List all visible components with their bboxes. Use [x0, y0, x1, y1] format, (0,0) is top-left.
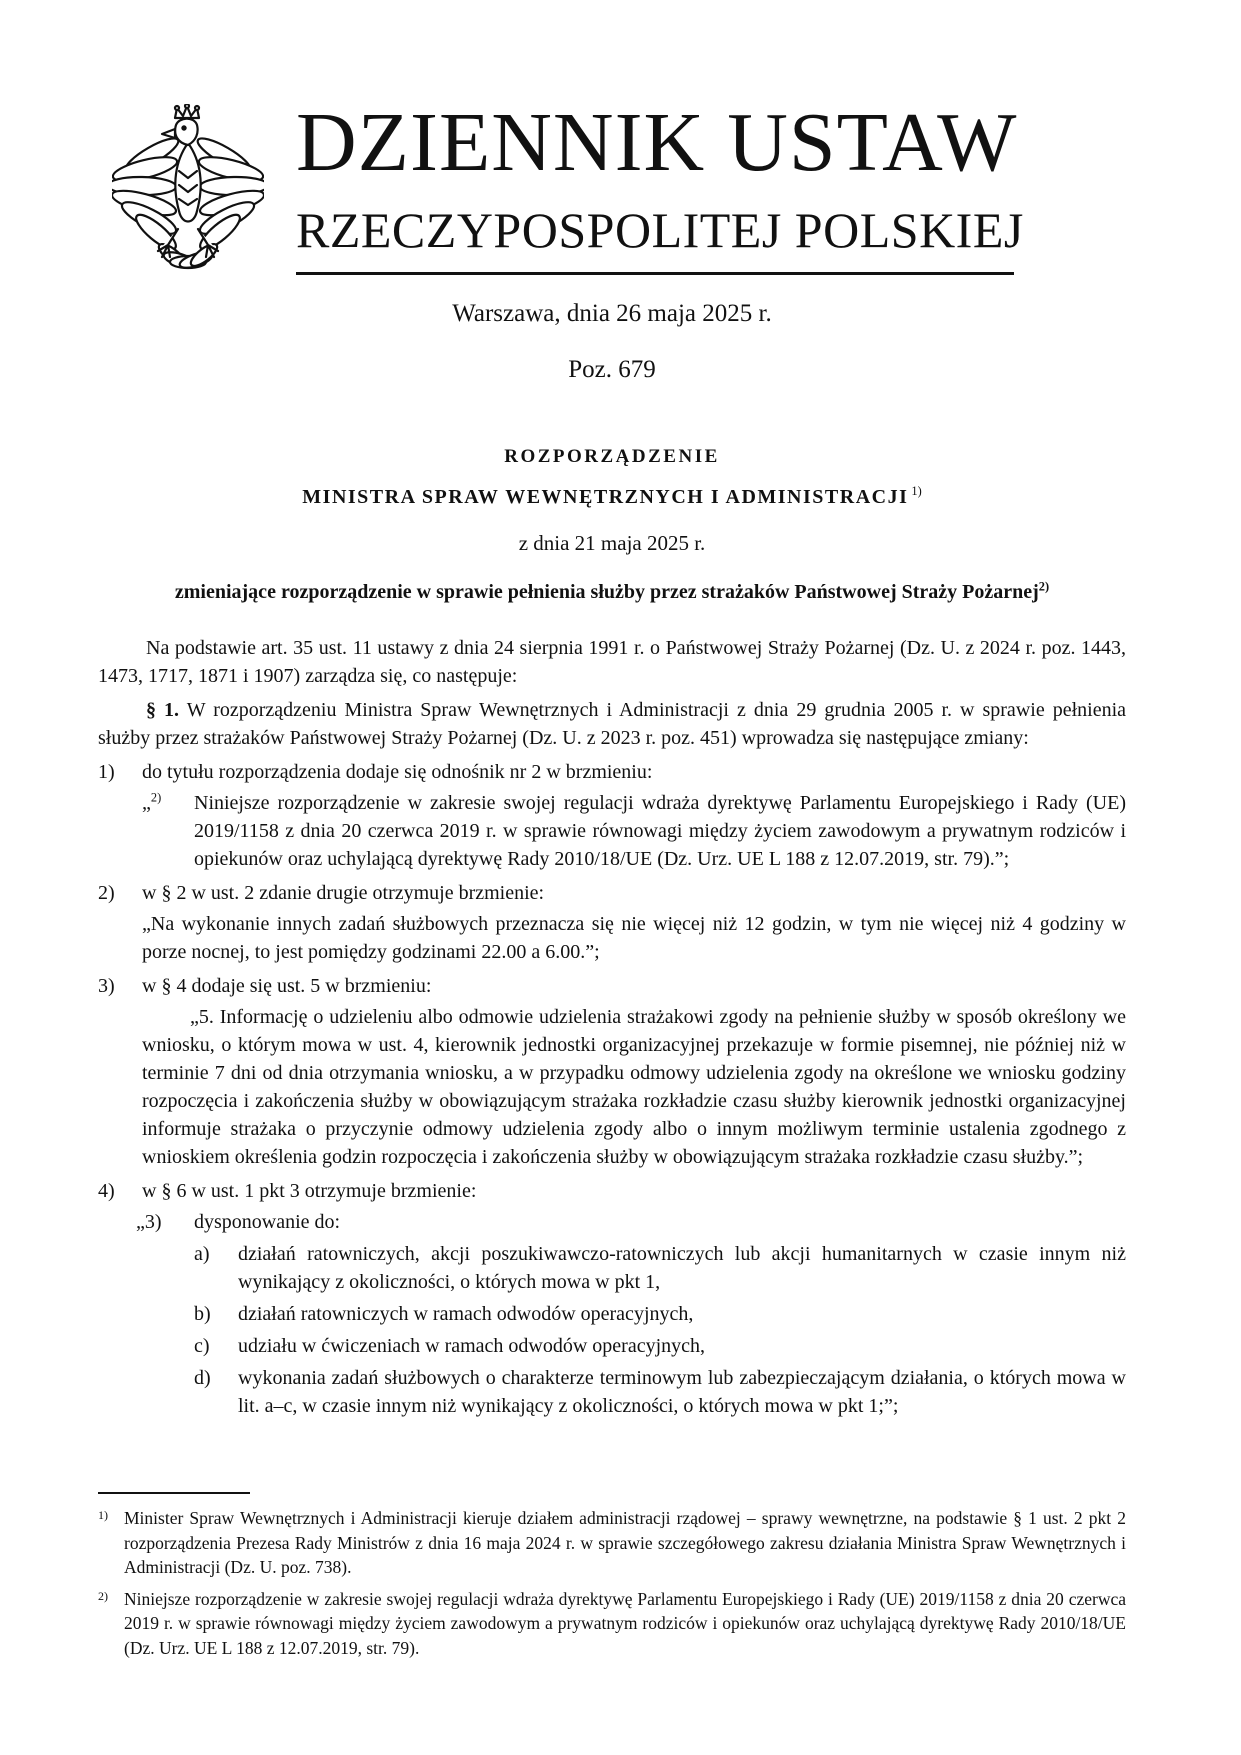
amendment-1-quote-text: Niniejsze rozporządzenie w zakresie swojej regulacji wdraża dyrektywę Parlamentu Europejskiego i Rady (UE) 2019/1158 z dnia 20 czerwca 2019 r. w sprawie równowagi między życiem zawodowym a prywatnym rodziców i opiekunów oraz uchylającą dyrektywę Rady 2010/18/UE (Dz. Urz. UE L 188 z 12.07.2019, str. 79).”;: [194, 792, 1126, 870]
section-1-paragraph: [98, 696, 1126, 752]
position-number: Poz. 679: [568, 356, 656, 383]
section-1-label: § 1.: [146, 699, 180, 721]
place-date-line: Warszawa, dnia 26 maja 2025 r.: [452, 300, 772, 327]
amendment-3-marker: 3): [98, 975, 115, 997]
amendment-1-quote: [142, 789, 1126, 873]
amendment-1-quote-ref: 2): [150, 790, 162, 805]
amendment-item-3: [98, 972, 1126, 1000]
amendment-4-marker: 4): [98, 1180, 115, 1202]
amendment-3-text: w § 4 dodaje się ust. 5 w brzmieniu:: [142, 975, 432, 997]
letter-a-marker: a): [194, 1243, 210, 1265]
act-date-line: z dnia 21 maja 2025 r.: [518, 531, 706, 555]
amendment-1-text: do tytułu rozporządzenia dodaje się odnośnik nr 2 w brzmieniu:: [142, 761, 653, 783]
journal-subtitle: RZECZYPOSPOLITEJ POLSKIEJ: [296, 202, 1024, 258]
amendment-3-quote: „5. Informację o udzieleniu albo odmowie udzielenia strażakowi zgody na pełnienie służby w sposób określony we wniosku, o którym mowa w ust. 4, kierownik jednostki organizacyjnej przekazuje w formie pisemnej, nie później niż w terminie 7 dni od dnia otrzymania wniosku, a w przypadku odmowy udzielenia zgody na określone we wniosku godziny rozpoczęcia i zakończenia służby w obowiązującym strażaka rozkładzie czasu służby kierownik jednostki organizacyjnej informuje strażaka o przyczynie odmowy udzielenia zgody albo o innym możliwym terminie ustalenia zgodnego z wnioskiem określenia godzin rozpoczęcia i zakończenia służby w obowiązującym strażaka rozkładzie czasu służby.”;: [142, 1006, 1126, 1168]
issuer-footnote-ref: 1): [911, 484, 922, 499]
masthead-rule: [296, 272, 1014, 275]
masthead: [296, 96, 1024, 275]
act-issuer-heading: [98, 484, 1126, 511]
amendment-4-subpoint: [136, 1208, 1126, 1236]
subject-text: zmieniające rozporządzenie w sprawie pełnienia służby przez strażaków Państwowej Straży Pożarnej: [174, 581, 1039, 603]
amendment-1-quote-marker: „$^{2)}$: [142, 790, 162, 814]
issuer-text: MINISTRA SPRAW WEWNĘTRZNYCH I ADMINISTRACJI: [302, 486, 909, 508]
act-subject: [98, 579, 1126, 606]
legal-basis-paragraph: Na podstawie art. 35 ust. 11 ustawy z dnia 24 sierpnia 1991 r. o Państwowej Straży Pożarnej (Dz. U. z 2024 r. poz. 1443, 1473, 1717, 1871 i 1907) zarządza się, co następuje:: [98, 637, 1126, 687]
letter-b-marker: b): [194, 1303, 211, 1325]
footnote-1-ref: 1): [98, 1508, 108, 1522]
act-kind-heading: ROZPORZĄDZENIE: [504, 446, 720, 467]
letter-c-marker: c): [194, 1335, 210, 1357]
amendment-item-1: [98, 758, 1126, 786]
footnote-2-text: Niniejsze rozporządzenie w zakresie swojej regulacji wdraża dyrektywę Parlamentu Europejskiego i Rady (UE) 2019/1158 z dnia 20 czerwca 2019 r. w sprawie równowagi między życiem zawodowym a prywatnym rodziców i opiekunów oraz uchylającą dyrektywę Rady 2010/18/UE (Dz. Urz. UE L 188 z 12.07.2019, str. 79).: [124, 1588, 1126, 1658]
footnotes-section: [98, 1492, 1126, 1660]
letter-b-text: działań ratowniczych w ramach odwodów operacyjnych,: [238, 1303, 694, 1325]
letter-a-text: działań ratowniczych, akcji poszukiwawczo-ratowniczych lub akcji humanitarnych w czasie innym niż wynikający z okoliczności, o których mowa w pkt 1,: [238, 1243, 1126, 1293]
amendment-2-quote: „Na wykonanie innych zadań służbowych przeznacza się nie więcej niż 12 godzin, w tym nie więcej niż 4 godziny w porze nocnej, to jest pomiędzy godzinami 22.00 a 6.00.”;: [142, 913, 1126, 963]
letter-item-a: [194, 1240, 1126, 1296]
footnote-2-ref: 2): [98, 1588, 108, 1603]
footnote-1-text: Minister Spraw Wewnętrznych i Administracji kieruje działem administracji rządowej – sprawy wewnętrzne, na podstawie § 1 ust. 2 pkt 2 rozporządzenia Prezesa Rady Ministrów z dnia 16 maja 2024 r. w sprawie szczegółowego zakresu działania Ministra Spraw Wewnętrznych i Administracji (Dz. U. poz. 738).: [124, 1508, 1126, 1577]
letter-item-d: [194, 1364, 1126, 1420]
amendment-2-text: w § 2 w ust. 2 zdanie drugie otrzymuje brzmienie:: [142, 882, 545, 904]
footnote-1: [98, 1506, 1126, 1580]
footnote-2: [98, 1587, 1126, 1661]
amendment-item-2: [98, 879, 1126, 907]
letter-d-text: wykonania zadań służbowych o charakterze terminowym lub zabezpieczającym działania, o których mowa w lit. a–c, w czasie innym niż wynikający z okoliczności, o których mowa w pkt 1;”;: [238, 1367, 1126, 1417]
white-eagle-icon: [112, 104, 264, 278]
letter-c-text: udziału w ćwiczeniach w ramach odwodów operacyjnych,: [238, 1335, 706, 1357]
letter-item-b: [194, 1300, 1126, 1328]
letter-d-marker: d): [194, 1367, 211, 1389]
section-1-text: W rozporządzeniu Ministra Spraw Wewnętrznych i Administracji z dnia 29 grudnia 2005 r. w sprawie pełnienia służby przez strażaków Państwowej Straży Pożarnej (Dz. U. z 2023 r. poz. 451) wprowadza się następujące zmiany:: [98, 699, 1127, 749]
letter-item-c: [194, 1332, 1126, 1360]
amendment-2-marker: 2): [98, 882, 115, 904]
amendment-4-subpoint-marker: „3): [136, 1211, 162, 1233]
amendment-4-text: w § 6 w ust. 1 pkt 3 otrzymuje brzmienie:: [142, 1180, 477, 1202]
amendment-1-marker: 1): [98, 761, 115, 783]
act-content: [98, 298, 1126, 1420]
footnote-separator-rule: [98, 1492, 250, 1494]
amendment-4-subpoint-text: dysponowanie do:: [194, 1211, 341, 1233]
amendment-item-4: [98, 1177, 1126, 1205]
journal-title: DZIENNIK USTAW: [296, 96, 1018, 189]
subject-footnote-ref: 2): [1038, 579, 1050, 594]
